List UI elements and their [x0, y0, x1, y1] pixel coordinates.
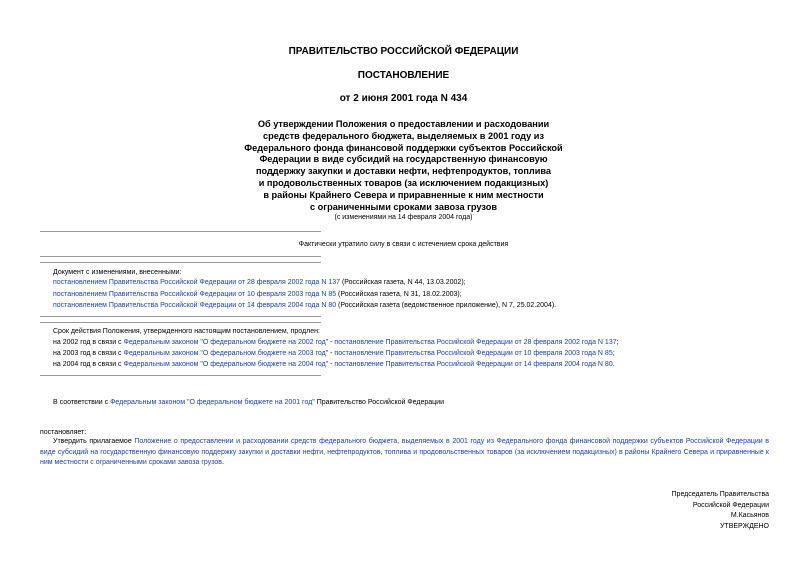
law-link[interactable]: Федеральным законом "О федеральном бюджете на 2004 год": [123, 361, 329, 368]
law-link[interactable]: Федеральным законом "О федеральном бюджете на 2003 год": [123, 350, 329, 357]
signature-position: Председатель Правительства: [671, 491, 769, 498]
title-line: поддержку закупки и доставки нефти, нефтепродуктов, топлива: [255, 166, 552, 177]
decree-link[interactable]: постановление Правительства Российской Федерации от 10 февраля 2003 года N 85: [334, 350, 613, 357]
signature-block: [672, 490, 769, 532]
document-date: от 2 июня 2001 года N 434: [339, 93, 468, 104]
extension-year: на 2002 год в связи с: [53, 339, 124, 346]
punctuation: ;: [612, 350, 615, 357]
change-item: [53, 278, 466, 287]
separator: -: [328, 350, 335, 357]
status-note: Фактически утратило силу в связи с истечением срока действия: [298, 241, 509, 248]
document-title: [190, 119, 617, 213]
document-type: ПОСТАНОВЛЕНИЕ: [357, 70, 450, 81]
divider: [40, 322, 321, 323]
title-line: с ограниченными сроками завоза грузов: [309, 201, 498, 212]
law-link[interactable]: Федеральным законом "О федеральном бюджете на 2002 год": [123, 339, 329, 346]
punctuation: .: [612, 361, 615, 368]
change-source: (Российская газета, N 44, 13.03.2002);: [340, 279, 466, 286]
separator: -: [328, 361, 335, 368]
changes-heading: Документ с изменениями, внесенными:: [53, 269, 182, 276]
punctuation: .: [221, 459, 224, 466]
preamble-text: Правительство Российской Федерации: [314, 399, 444, 406]
divider: [40, 262, 321, 263]
change-source: (Российская газета (ведомственное приложение), N 7, 25.02.2004).: [336, 302, 557, 309]
regulation-link[interactable]: Положение о предоставлении и расходовании средств федерального бюджета, выделяемых в 2001 году из Федерального фонда финансовой поддержки субъектов Российской Федерации в виде субсидий на государственную финансовую поддержку закупки и доставки нефти, нефтепродуктов, топлива и продовольственных товаров (за исключением подакцизных) в районы Крайнего Севера и приравненные к ним местности с ограниченными сроками завоза грузов: [40, 438, 769, 466]
title-line: Федерации в виде субсидий на государственную финансовую: [259, 154, 548, 165]
approved-mark: УТВЕРЖДЕНО: [719, 522, 769, 530]
title-line: средств федерального бюджета, выделяемых в 2001 году из: [262, 130, 545, 141]
approval-text: Утвердить прилагаемое: [53, 438, 135, 445]
divider: [40, 316, 321, 317]
approval-paragraph: [40, 437, 769, 469]
change-item: [53, 290, 462, 299]
extension-item: [53, 360, 615, 369]
decree-link[interactable]: постановлением Правительства Российской Федерации от 14 февраля 2004 года N 80: [53, 302, 337, 309]
title-line: Об утверждении Положения о предоставлении и расходовании: [257, 119, 550, 129]
punctuation: ;: [616, 339, 619, 346]
divider: [40, 231, 321, 232]
extension-year: на 2004 год в связи с: [53, 361, 124, 368]
divider: [40, 256, 321, 257]
divider: [40, 375, 321, 376]
extension-item: [53, 349, 615, 358]
separator: -: [328, 339, 335, 346]
signatory-name: М.Касьянов: [730, 512, 769, 520]
decides-text: постановляет:: [40, 429, 87, 436]
change-source: (Российская газета, N 31, 18.02.2003);: [336, 291, 462, 298]
decree-link[interactable]: постановление Правительства Российской Федерации от 28 февраля 2002 года N 137: [334, 339, 617, 346]
decree-link[interactable]: постановление Правительства Российской Федерации от 14 февраля 2004 года N 80: [334, 361, 613, 368]
signature-position: Российской Федерации: [692, 501, 769, 509]
title-line: Федерального фонда финансовой поддержки субъектов Российской: [244, 142, 563, 153]
government-heading: ПРАВИТЕЛЬСТВО РОССИЙСКОЙ ФЕДЕРАЦИИ: [288, 46, 519, 57]
preamble-text: В соответствии с: [53, 399, 111, 406]
law-link[interactable]: Федеральным законом "О федеральном бюджете на 2001 год": [110, 399, 315, 406]
decree-link[interactable]: постановлением Правительства Российской Федерации от 10 февраля 2003 года N 85: [53, 291, 337, 298]
extension-heading: Срок действия Положения, утвержденного настоящим постановлением, продлен:: [53, 328, 320, 335]
preamble: [53, 398, 444, 407]
extension-item: [53, 338, 619, 347]
amendment-note: (с изменениями на 14 февраля 2004 года): [334, 214, 473, 221]
decree-link[interactable]: постановлением Правительства Российской Федерации от 28 февраля 2002 года N 137: [53, 279, 340, 286]
extension-year: на 2003 год в связи с: [53, 350, 124, 357]
title-line: и продовольственных товаров (за исключением подакцизных): [258, 177, 549, 188]
change-item: [53, 301, 556, 310]
title-line: в районы Крайнего Севера и приравненные к ним местности: [263, 189, 544, 200]
